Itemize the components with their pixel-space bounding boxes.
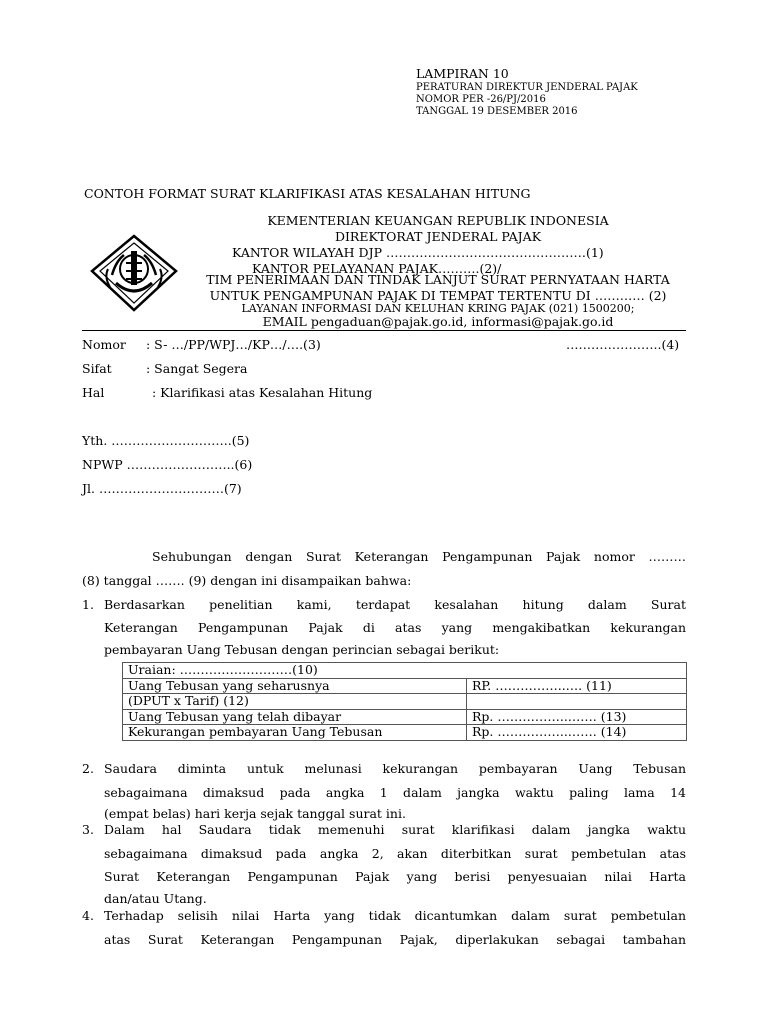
item-2-line-2: sebagaimana dimaksud pada angka 1 dalam jangka waktu paling lama 14 — [104, 785, 686, 800]
table-cell: Rp. ……………..……. (14) — [467, 725, 687, 741]
kop-email: EMAIL pengaduan@pajak.go.id, informasi@pajak.go.id — [262, 314, 614, 329]
item-number: 3. — [82, 822, 94, 837]
item-number: 4. — [82, 908, 94, 923]
table-row — [123, 694, 687, 710]
item-4-line-1: Terhadap selisih nilai Harta yang tidak dicantumkan dalam surat pembetulan — [104, 908, 686, 923]
kop-kpp: KANTOR PELAYANAN PAJAK……….(2)/ — [252, 261, 502, 276]
item-3-line-2: sebagaimana dimaksud pada angka 2, akan diterbitkan surat pembetulan atas — [104, 846, 686, 861]
intro-line-1: Sehubungan dengan Surat Keterangan Pengampunan Pajak nomor ……… — [152, 549, 686, 564]
lampiran-label: LAMPIRAN 10 — [416, 66, 509, 81]
table-cell: Kekurangan pembayaran Uang Tebusan — [123, 725, 467, 741]
item-number: 1. — [82, 597, 94, 612]
hal-value: : Klarifikasi atas Kesalahan Hitung — [152, 385, 373, 400]
djp-emblem-icon — [86, 233, 182, 313]
kop-tempat: UNTUK PENGAMPUNAN PAJAK DI TEMPAT TERTENTU DI ………… (2) — [209, 288, 667, 303]
nomor-label: Nomor — [82, 337, 126, 352]
document-title: CONTOH FORMAT SURAT KLARIFIKASI ATAS KESALAHAN HITUNG — [84, 186, 531, 201]
table-cell: Uang Tebusan yang seharusnya — [123, 678, 467, 694]
kop-layanan: LAYANAN INFORMASI DAN KELUHAN KRING PAJAK (021) 1500200; — [241, 302, 635, 315]
nomor-value: : S- …/PP/WPJ…/KP…/….(3) — [146, 337, 321, 352]
table-cell: Rp. ……………..……. (13) — [467, 709, 687, 725]
item-3-line-1: Dalam hal Saudara tidak memenuhi surat klarifikasi dalam jangka waktu — [104, 822, 686, 837]
table-cell: (DPUT x Tarif) (12) — [123, 694, 467, 710]
item-2-line-1: Saudara diminta untuk melunasi kekurangan pembayaran Uang Tebusan — [104, 761, 686, 776]
item-1-line-3: pembayaran Uang Tebusan dengan perincian sebagai berikut: — [104, 642, 500, 657]
kop-kementerian: KEMENTERIAN KEUANGAN REPUBLIK INDONESIA — [267, 213, 609, 228]
table-header-cell: Uraian: ………………………(10) — [123, 663, 687, 679]
addressee-npwp: NPWP ……………………..(6) — [82, 457, 253, 472]
kop-direktorat: DIREKTORAT JENDERAL PAJAK — [334, 229, 542, 244]
item-2-line-3: (empat belas) hari kerja sejak tanggal surat ini. — [104, 806, 406, 821]
date-placeholder: …………………..(4) — [566, 337, 680, 352]
table-cell: RP. ……………..…. (11) — [467, 678, 687, 694]
table-cell: Uang Tebusan yang telah dibayar — [123, 709, 467, 725]
item-number: 2. — [82, 761, 94, 776]
nomor-peraturan: NOMOR PER -26/PJ/2016 — [416, 94, 546, 105]
item-3-line-4: dan/atau Utang. — [104, 891, 207, 906]
table-row — [123, 663, 687, 679]
tanggal-peraturan: TANGGAL 19 DESEMBER 2016 — [416, 106, 578, 117]
item-3-line-3: Surat Keterangan Pengampunan Pajak yang berisi penyesuaian nilai Harta — [104, 869, 686, 884]
peraturan-label: PERATURAN DIREKTUR JENDERAL PAJAK — [416, 82, 638, 93]
table-row — [123, 678, 687, 694]
item-1-line-2: Keterangan Pengampunan Pajak di atas yang mengakibatkan kekurangan — [104, 620, 686, 635]
item-4-line-2: atas Surat Keterangan Pengampunan Pajak, diperlakukan sebagai tambahan — [104, 932, 686, 947]
sifat-value: : Sangat Segera — [146, 361, 248, 376]
table-row — [123, 709, 687, 725]
table-cell — [467, 694, 687, 710]
addressee-jl: Jl. …………………………(7) — [82, 481, 242, 496]
kop-tim: TIM PENERIMAAN DAN TINDAK LANJUT SURAT PERNYATAAN HARTA — [206, 272, 670, 287]
letterhead-divider — [82, 330, 686, 331]
hal-label: Hal — [82, 385, 105, 400]
addressee-yth: Yth. ………………………..(5) — [82, 433, 250, 448]
kop-kanwil: KANTOR WILAYAH DJP …………………………………………(1) — [232, 245, 604, 260]
uraian-table — [122, 662, 687, 741]
table-row — [123, 725, 687, 741]
intro-line-2: (8) tanggal ……. (9) dengan ini disampaikan bahwa: — [82, 573, 412, 588]
sifat-label: Sifat — [82, 361, 112, 376]
item-1-line-1: Berdasarkan penelitian kami, terdapat kesalahan hitung dalam Surat — [104, 597, 686, 612]
